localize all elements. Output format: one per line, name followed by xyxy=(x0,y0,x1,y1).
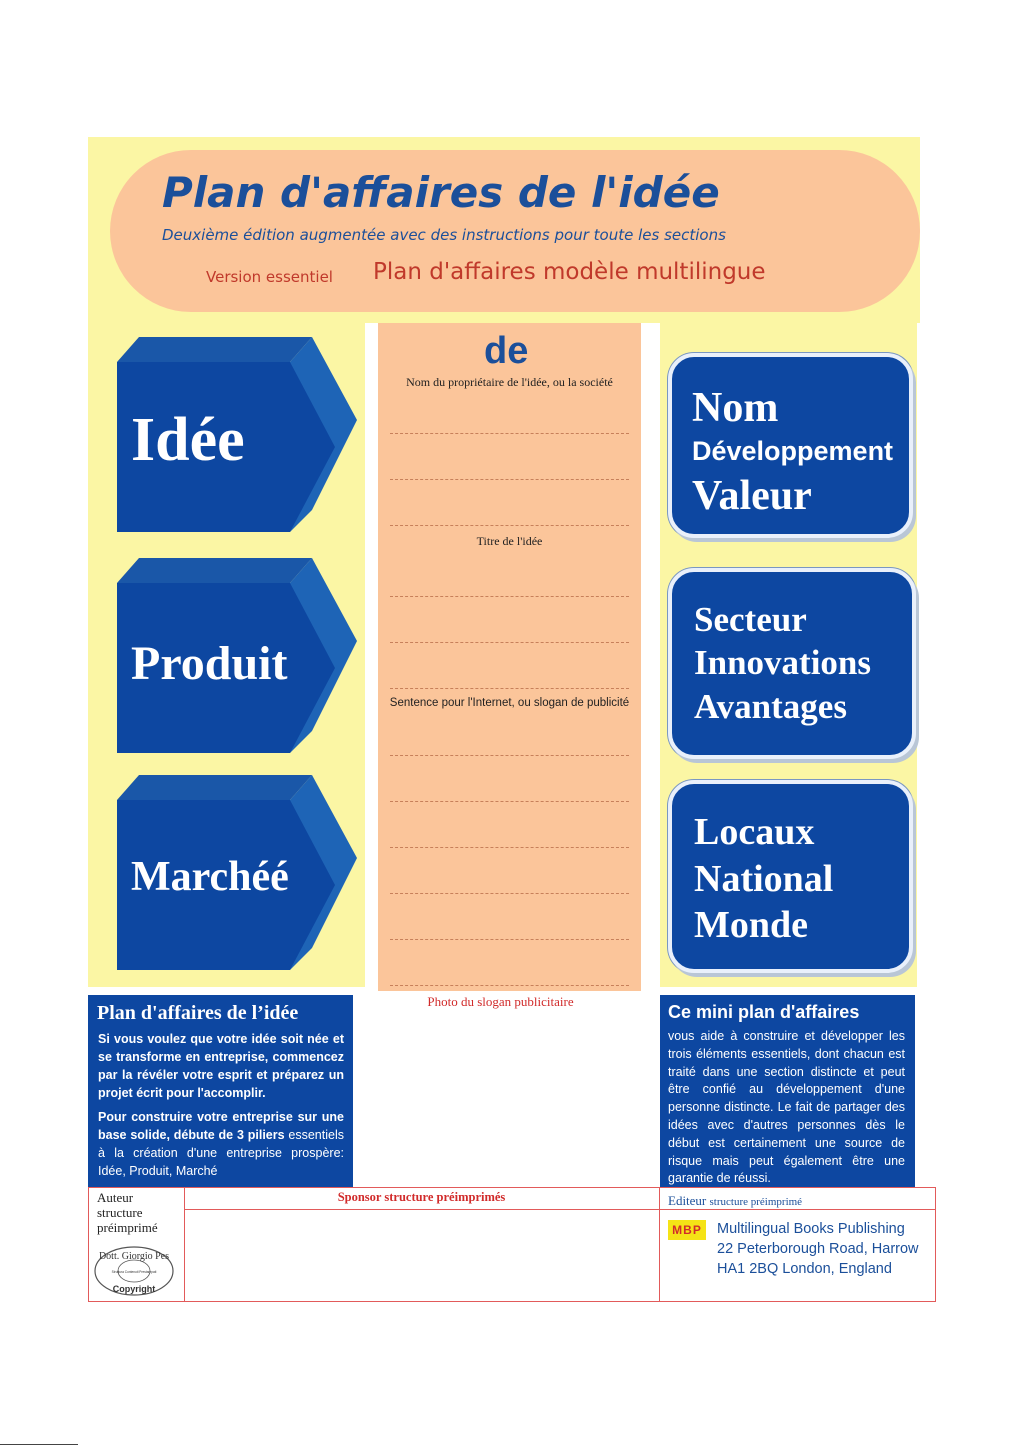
button-line: Monde xyxy=(694,904,808,946)
owner-line-2 xyxy=(390,479,629,480)
editor-label-main: Editeur xyxy=(668,1193,707,1208)
title-line-3 xyxy=(390,688,629,689)
seal-mid-text: Struttura Contenuti Prestampati xyxy=(111,1270,157,1274)
left-box-title: Plan d'affaires de l’idée xyxy=(97,1002,299,1024)
owner-line-3 xyxy=(390,525,629,526)
arrow-label-marche: Marchéé xyxy=(131,854,289,900)
right-box-paragraph: vous aide à construire et développer les trois éléments essentiels, dont chacun est traité dans une section distincte et peut être confié au développement d'une personne distincte. Le fait de partager des idées avec d'autres personnes dès le début est certainement une source de risque mais peut également être une garantie de réussi. xyxy=(668,1029,905,1186)
idea-title-label: Titre de l'idée xyxy=(476,534,543,548)
mbp-logo: MBP xyxy=(668,1220,706,1240)
page-subtitle: Deuxième édition augmentée avec des instructions pour toute les sections xyxy=(162,226,726,244)
publisher-city: HA1 2BQ London, England xyxy=(717,1261,892,1277)
button-line: Locaux xyxy=(694,811,815,853)
slogan-line-2 xyxy=(390,801,629,802)
button-line: Nom xyxy=(692,385,779,431)
form-column xyxy=(378,323,641,991)
arrow-label-produit: Produit xyxy=(131,637,288,690)
publisher-address xyxy=(717,1219,919,1279)
template-label: Plan d'affaires modèle multilingue xyxy=(373,259,766,285)
editor-label xyxy=(668,1193,802,1209)
slogan-line-1 xyxy=(390,755,629,756)
title-line-2 xyxy=(390,642,629,643)
left-box-paragraph: Si vous voulez que votre idée soit née et se transforme en entreprise, commencez par la révéler votre esprit et préparez un projet écrit pour l'accomplir. xyxy=(98,1032,344,1100)
owner-line-1 xyxy=(390,433,629,434)
slogan-line-5 xyxy=(390,939,629,940)
page-title: Plan d'affaires de l'idée xyxy=(162,168,720,217)
footer-divider xyxy=(184,1209,936,1210)
left-box-p2-rest: essentiels à la création d'une entreprise prospère: Idée, Produit, Marché xyxy=(98,1128,344,1178)
button-line: Secteur xyxy=(694,600,807,639)
page-edge-mark xyxy=(0,1444,78,1445)
version-label: Version essentiel xyxy=(206,268,333,286)
button-line: Développement xyxy=(692,436,894,466)
author-label: Auteur structure préimprimé xyxy=(97,1190,158,1235)
copyright-seal-icon xyxy=(93,1245,175,1297)
slogan-line-6 xyxy=(390,985,629,986)
publisher-street: 22 Peterborough Road, Harrow xyxy=(717,1241,919,1257)
button-line: National xyxy=(694,858,834,900)
button-line: Valeur xyxy=(692,473,812,519)
left-box-paragraph-2 xyxy=(98,1108,344,1180)
owner-label: Nom du propriétaire de l'idée, ou la société xyxy=(406,375,613,389)
title-line-1 xyxy=(390,596,629,597)
seal-top-text: Dott. Giorgio Pes xyxy=(98,1251,170,1262)
button-line: Avantages xyxy=(694,687,847,726)
footer-divider xyxy=(659,1187,660,1302)
arrow-label-idee: Idée xyxy=(131,406,245,474)
editor-label-small: structure préimprimé xyxy=(709,1196,803,1208)
publisher-name: Multilingual Books Publishing xyxy=(717,1221,905,1237)
seal-bottom-text: Copyright xyxy=(112,1284,156,1294)
slogan-label: Sentence pour l'Internet, ou slogan de publicité xyxy=(389,697,630,709)
button-line: Innovations xyxy=(694,643,872,682)
left-box-p2-bold: Pour construire votre entreprise sur une base solide, débute de 3 piliers xyxy=(98,1110,344,1142)
de-label: de xyxy=(484,330,529,372)
right-box-title: Ce mini plan d'affaires xyxy=(668,1002,860,1022)
photo-label: Photo du slogan publicitaire xyxy=(427,994,574,1009)
slogan-line-3 xyxy=(390,847,629,848)
slogan-line-4 xyxy=(390,893,629,894)
sponsor-label: Sponsor structure préimprimés xyxy=(337,1190,506,1204)
